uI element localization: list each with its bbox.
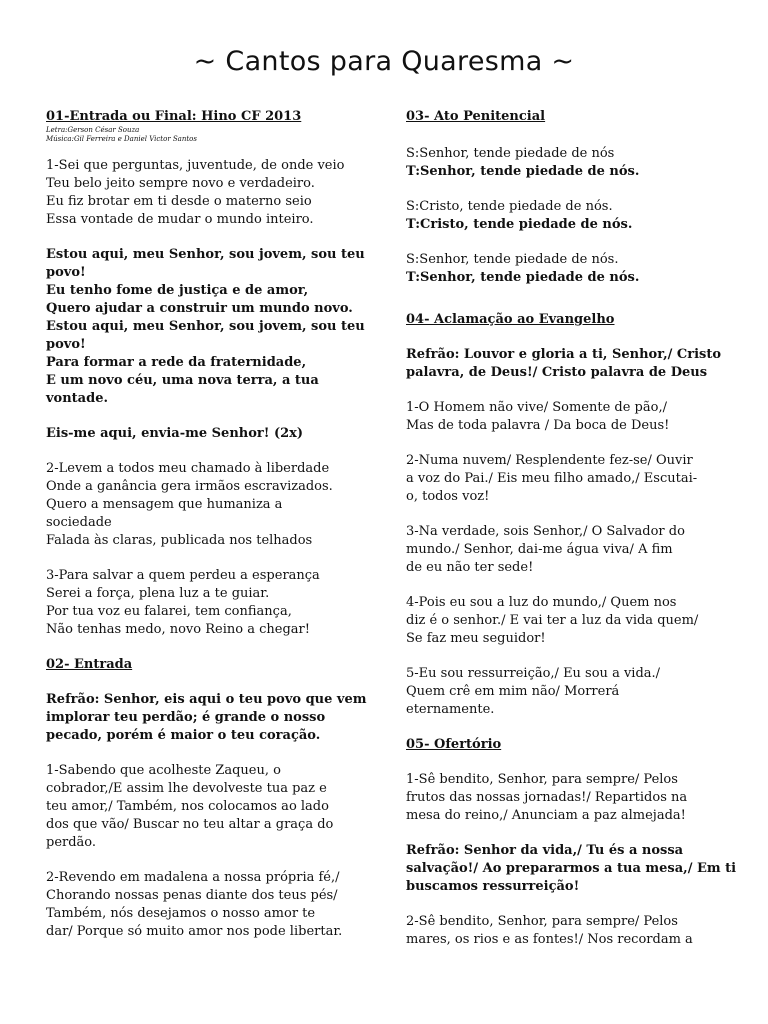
lyric-line: S:Cristo, tende piedade de nós. <box>406 199 613 214</box>
lyric-line: Por tua voz eu falarei, tem confiança, <box>46 604 292 619</box>
music-credit: Música:Gil Ferreira e Daniel Victor Santos <box>46 135 197 143</box>
lyrics-credit: Letra:Gerson César Souza <box>46 126 140 134</box>
lyric-line: 2-Sê bendito, Senhor, para sempre/ Pelos <box>406 914 678 929</box>
section-heading: 01-Entrada ou Final: Hino CF 2013 <box>46 109 302 124</box>
lyric-line: dar/ Porque só muito amor nos pode libertar. <box>46 924 343 939</box>
lyric-line: Refrão: Louvor e gloria a ti, Senhor,/ Cristo <box>406 347 722 362</box>
section-heading: 03- Ato Penitencial <box>406 109 546 124</box>
section-entrada <box>46 656 368 941</box>
lyric-line: 3-Na verdade, sois Senhor,/ O Salvador do <box>406 524 685 539</box>
page-title: ~ Cantos para Quaresma ~ <box>193 46 575 77</box>
lyric-line: Estou aqui, meu Senhor, sou jovem, sou teu <box>46 247 365 262</box>
lyric-line: Eu tenho fome de justiça e de amor, <box>46 283 309 298</box>
verse-2 <box>46 869 368 941</box>
lyric-line: 5-Eu sou ressurreição,/ Eu sou a vida./ <box>406 666 661 681</box>
lyric-line: Falada às claras, publicada nos telhados <box>46 533 313 548</box>
lyric-line: Quero ajudar a construir um mundo novo. <box>46 301 353 316</box>
lyric-line: pecado, porém é maior o teu coração. <box>46 728 321 743</box>
lyric-line: T:Senhor, tende piedade de nós. <box>406 270 640 285</box>
section-ato-penitencial <box>406 108 736 287</box>
verse-2 <box>46 460 368 550</box>
lyric-line: Eu fiz brotar em ti desde o materno seio <box>46 194 312 209</box>
verse-1 <box>406 399 736 435</box>
lyric-line: T:Cristo, tende piedade de nós. <box>406 217 633 232</box>
lyric-line: Não tenhas medo, novo Reino a chegar! <box>46 622 310 637</box>
lyric-line: frutos das nossas jornadas!/ Repartidos na <box>406 790 688 805</box>
left-column <box>46 108 368 958</box>
verse-1 <box>46 762 368 852</box>
lyric-line: povo! <box>46 265 86 280</box>
lyric-line: 3-Para salvar a quem perdeu a esperança <box>46 568 320 583</box>
verse-4 <box>406 594 736 648</box>
lyric-line: Também, nós desejamos o nosso amor te <box>46 906 316 921</box>
lyric-line: Estou aqui, meu Senhor, sou jovem, sou teu <box>46 319 365 334</box>
lyric-line: Para formar a rede da fraternidade, <box>46 355 307 370</box>
lyric-line: Quem crê em mim não/ Morrerá <box>406 684 620 699</box>
lyric-line: teu amor,/ Também, nos colocamos ao lado <box>46 799 329 814</box>
lyric-line: Essa vontade de mudar o mundo inteiro. <box>46 212 314 227</box>
lyric-line: buscamos ressurreição! <box>406 879 580 894</box>
lyric-line: vontade. <box>46 391 108 406</box>
lyric-line: mares, os rios e as fontes!/ Nos recordam a <box>406 932 693 947</box>
section-heading: 04- Aclamação ao Evangelho <box>406 312 615 327</box>
verse-1 <box>46 157 368 229</box>
section-heading: 02- Entrada <box>46 657 133 672</box>
lyric-line: Serei a força, plena luz a te guiar. <box>46 586 270 601</box>
lyric-line: E um novo céu, uma nova terra, a tua <box>46 373 319 388</box>
right-column <box>406 108 736 966</box>
lyric-line: Quero a mensagem que humaniza a <box>46 497 283 512</box>
lyric-line: 1-Sei que perguntas, juventude, de onde veio <box>46 158 345 173</box>
section-heading: 05- Ofertório <box>406 737 502 752</box>
lyric-line: Se faz meu seguidor! <box>406 631 546 646</box>
lyric-line: a voz do Pai./ Eis meu filho amado,/ Escutai- <box>406 471 698 486</box>
lyric-line: Refrão: Senhor da vida,/ Tu és a nossa <box>406 843 684 858</box>
invocation-2 <box>406 198 736 234</box>
refrain <box>46 691 368 745</box>
verse-5 <box>406 665 736 719</box>
lyric-line: mesa do reino,/ Anunciam a paz almejada! <box>406 808 686 823</box>
lyric-line: perdão. <box>46 835 97 850</box>
lyric-line: palavra, de Deus!/ Cristo palavra de Deus <box>406 365 708 380</box>
lyric-line: cobrador,/E assim lhe devolveste tua paz e <box>46 781 327 796</box>
chorus <box>46 246 368 408</box>
lyric-line: S:Senhor, tende piedade de nós. <box>406 252 619 267</box>
lyric-line: o, todos voz! <box>406 489 490 504</box>
lyric-line: 4-Pois eu sou a luz do mundo,/ Quem nos <box>406 595 677 610</box>
invocation-3 <box>406 251 736 287</box>
lyric-line: Teu belo jeito sempre novo e verdadeiro. <box>46 176 315 191</box>
lyric-line: Chorando nossas penas diante dos teus pés/ <box>46 888 338 903</box>
verse-2 <box>406 452 736 506</box>
lyric-line: de eu não ter sede! <box>406 560 534 575</box>
verse-1 <box>406 771 736 825</box>
verse-3 <box>406 523 736 577</box>
lyric-line: 1-Sê bendito, Senhor, para sempre/ Pelos <box>406 772 678 787</box>
chorus-ending <box>46 425 368 443</box>
refrain <box>406 346 736 382</box>
lyric-line: eternamente. <box>406 702 495 717</box>
lyric-line: sociedade <box>46 515 112 530</box>
lyric-line: salvação!/ Ao prepararmos a tua mesa,/ Em ti <box>406 861 737 876</box>
lyric-line: Eis-me aqui, envia-me Senhor! (2x) <box>46 426 304 441</box>
verse-3 <box>46 567 368 639</box>
section-aclamacao <box>406 311 736 719</box>
lyric-line: implorar teu perdão; é grande o nosso <box>46 710 326 725</box>
lyric-line: Refrão: Senhor, eis aqui o teu povo que vem <box>46 692 367 707</box>
lyric-line: 1-Sabendo que acolheste Zaqueu, o <box>46 763 281 778</box>
lyric-line: mundo./ Senhor, dai-me água viva/ A fim <box>406 542 673 557</box>
lyric-line: S:Senhor, tende piedade de nós <box>406 146 615 161</box>
lyric-line: Onde a ganância gera irmãos escravizados. <box>46 479 333 494</box>
lyric-line: Mas de toda palavra / Da boca de Deus! <box>406 418 670 433</box>
invocation-1 <box>406 145 736 181</box>
lyric-line: 2-Levem a todos meu chamado à liberdade <box>46 461 330 476</box>
verse-2 <box>406 913 736 949</box>
lyric-line: 1-O Homem não vive/ Somente de pão,/ <box>406 400 667 415</box>
refrain <box>406 842 736 896</box>
lyric-line: 2-Numa nuvem/ Resplendente fez-se/ Ouvir <box>406 453 693 468</box>
lyric-line: T:Senhor, tende piedade de nós. <box>406 164 640 179</box>
section-ofertorio <box>406 736 736 949</box>
section-hino-cf-2013 <box>46 108 368 639</box>
lyric-line: dos que vão/ Buscar no teu altar a graça do <box>46 817 334 832</box>
lyric-line: diz é o senhor./ E vai ter a luz da vida quem/ <box>406 613 699 628</box>
lyric-line: povo! <box>46 337 86 352</box>
lyric-line: 2-Revendo em madalena a nossa própria fé,/ <box>46 870 340 885</box>
